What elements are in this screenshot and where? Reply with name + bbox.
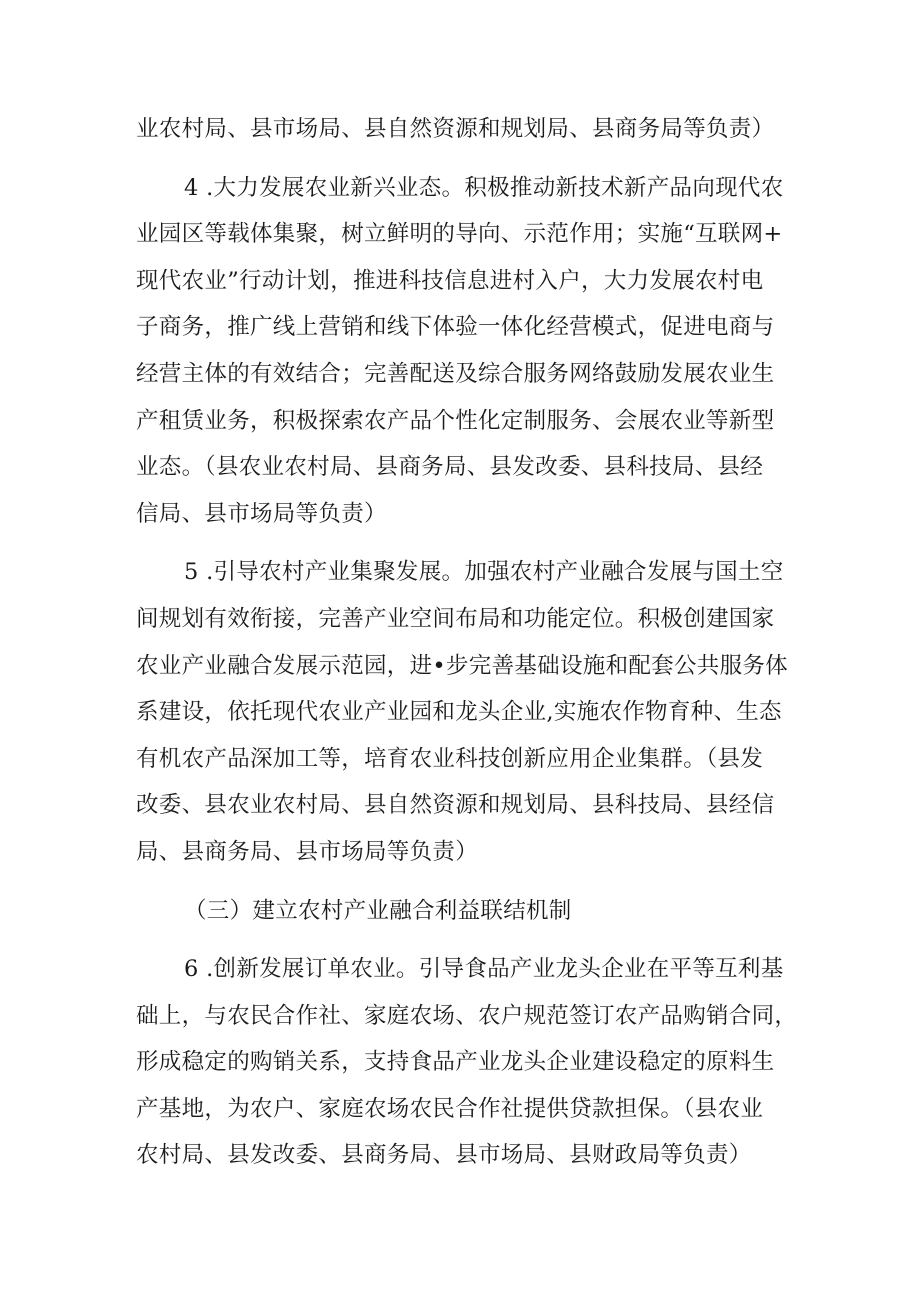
text-line: 系建设，依托现代农业产业园和龙头企业,实施农作物育种、生态 <box>136 699 782 726</box>
text-line: 础上，与农民合作社、家庭农场、农户规范签订农产品购销合同， <box>136 1002 798 1029</box>
paragraph-continuation <box>136 106 796 153</box>
section-heading-text: （三）建立农村产业融合利益联结机制 <box>184 897 572 924</box>
text-line: 业园区等载体集聚，树立鲜明的导向、示范作用；实施“互联网+ <box>136 221 783 248</box>
text-line: 6 .创新发展订单农业。引导食品产业龙头企业在平等互利基 <box>184 956 784 983</box>
text-line: 信局、县市场局等负责） <box>136 500 387 527</box>
paragraph-item-5 <box>136 549 796 875</box>
text-line: 业态。（县农业农村局、县商务局、县发改委、县科技局、县经 <box>136 454 764 481</box>
text-line: 业农村局、县市场局、县自然资源和规划局、县商务局等负责） <box>136 116 775 142</box>
text-line: 改委、县农业农村局、县自然资源和规划局、县科技局、县经信 <box>136 792 775 819</box>
text-line: 局、县商务局、县市场局等负责） <box>136 838 479 865</box>
text-line: 现代农业”行动计划，推进科技信息进村入户，大力发展农村电 <box>136 267 764 294</box>
section-heading <box>136 888 796 935</box>
text-line: 形成稳定的购销关系，支持食品产业龙头企业建设稳定的原料生 <box>136 1049 775 1076</box>
text-line: 农业产业融合发展示范园，进•步完善基础设施和配套公共服务体 <box>136 652 788 679</box>
text-line: 5 .引导农村产业集聚发展。加强农村产业融合发展与国土空 <box>184 559 784 586</box>
text-line: 产基地，为农户、家庭农场农民合作社提供贷款担保。（县农业 <box>136 1095 764 1122</box>
text-line: 间规划有效衔接，完善产业空间布局和功能定位。积极创建国家 <box>136 605 775 632</box>
paragraph-item-6 <box>136 946 796 1179</box>
paragraph-item-4 <box>136 165 796 538</box>
text-line: 经营主体的有效结合；完善配送及综合服务网络鼓励发展农业生 <box>136 360 775 387</box>
text-line: 有机农产品深加工等，培育农业科技创新应用企业集群。（县发 <box>136 745 764 772</box>
text-line: 子商务，推广线上营销和线下体验一体化经营模式，促进电商与 <box>136 314 775 341</box>
text-line: 4 .大力发展农业新兴业态。积极推动新技术新产品向现代农 <box>184 174 784 201</box>
text-line: 产租赁业务，积极探索农产品个性化定制服务、会展农业等新型 <box>136 407 775 434</box>
document-body <box>136 106 796 1191</box>
text-line: 农村局、县发改委、县商务局、县市场局、县财政局等负责） <box>136 1142 752 1169</box>
